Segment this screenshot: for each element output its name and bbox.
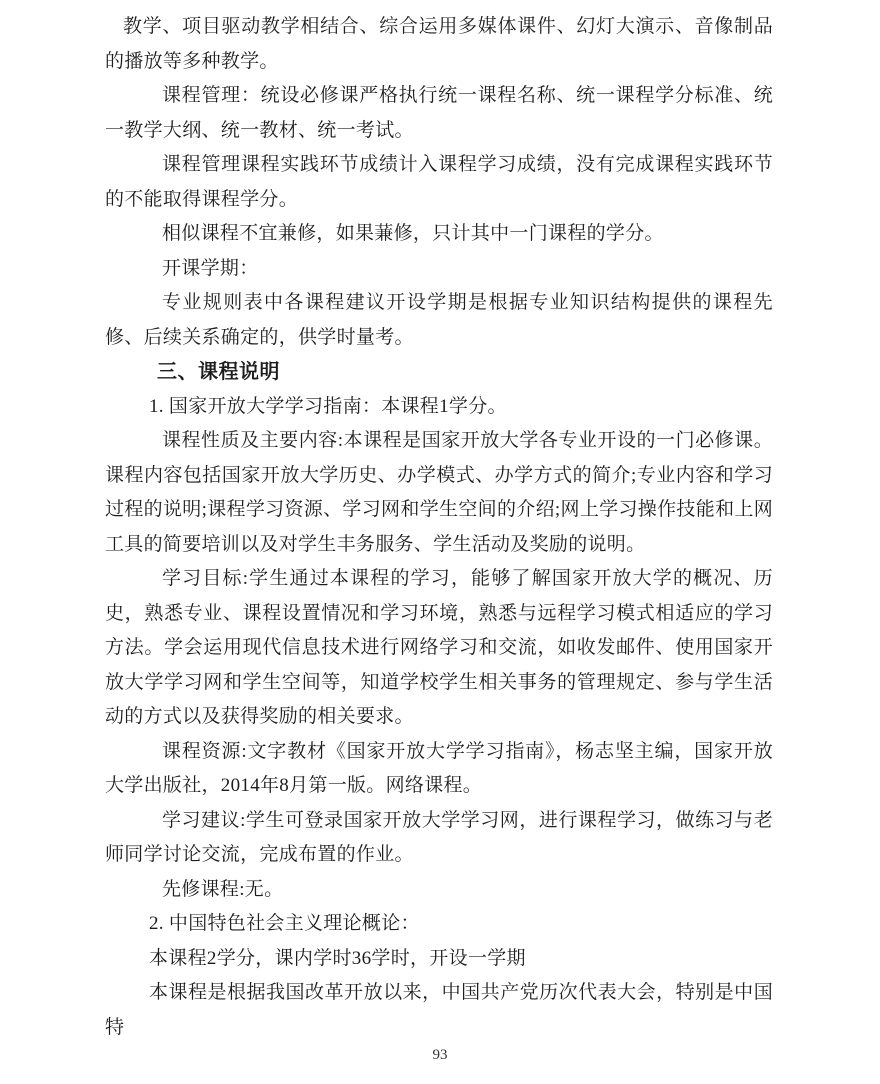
paragraph-learning-objectives: 学习目标:学生通过本课程的学习，能够了解国家开放大学的概况、历史，熟悉专业、课程设置情况和学习环境，熟悉与远程学习模式相适应的学习方法。学会运用现代信息技术进行网络学习和交流，如收发邮件、使用国家开放大学学习网和学生空间等，知道学校学生相关事务的管理规定、参与学生活动的方式以及获得奖励的相关要求。	[105, 568, 773, 727]
paragraph-course-basis-truncated: 本课程是根据我国改革开放以来，中国共产党历次代表大会，特别是中国特	[105, 982, 773, 1038]
paragraph-prerequisites: 先修课程:无。	[162, 878, 284, 900]
page-number: 93	[432, 1047, 448, 1063]
list-item-1-study-guide: 1. 国家开放大学学习指南：本课程1学分。	[149, 395, 507, 417]
section-heading-course-description: 三、课程说明	[157, 361, 280, 383]
page-content	[105, 10, 773, 1045]
list-item-2-socialism-theory: 2. 中国特色社会主义理论概论：	[149, 913, 420, 934]
paragraph-semester-label: 开课学期：	[162, 257, 259, 279]
paragraph-credits-hours: 本课程2学分，课内学时36学时，开设一学期	[149, 947, 526, 969]
paragraph-similar-courses: 相似课程不宜兼修，如果蒹修，只计其中一门课程的学分。	[162, 223, 664, 244]
paragraph-course-nature-content: 课程性质及主要内容:本课程是国家开放大学各专业开设的一门必修课。课程内容包括国家开放大学历史、办学模式、办学方式的简介;专业内容和学习过程的说明;课程学习资源、学习网和学生空间的介绍;网上学习操作技能和上网工具的简要培训以及对学生丰务服务、学生活动及奖励的说明。	[105, 430, 773, 555]
paragraph-semester-rules: 专业规则表中各课程建议开设学期是根据专业知识结构提供的课程先修、后续关系确定的，供学时量考。	[105, 292, 773, 348]
paragraph-course-management-unified: 课程管理：统设必修课严格执行统一课程名称、统一课程学分标准、统一教学大纲、统一教材、统一考试。	[105, 85, 773, 141]
paragraph-practice-scores: 课程管理课程实践环节成绩计入课程学习成绩，没有完成课程实践环节的不能取得课程学分。	[105, 154, 773, 210]
paragraph-learning-suggestions: 学习建议:学生可登录国家开放大学学习网，进行课程学习，做练习与老师同学讨论交流，完成布置的作业。	[105, 809, 773, 865]
paragraph-course-resources: 课程资源:文字教材《国家开放大学学习指南》，杨志坚主编，国家开放大学出版社，2014年8月第一版。网络课程。	[105, 740, 773, 796]
paragraph-teaching-methods-continued: 教学、项目驱动教学相结合、综合运用多媒体课件、幻灯大演示、音像制品的播放等多种教学。	[105, 16, 773, 72]
